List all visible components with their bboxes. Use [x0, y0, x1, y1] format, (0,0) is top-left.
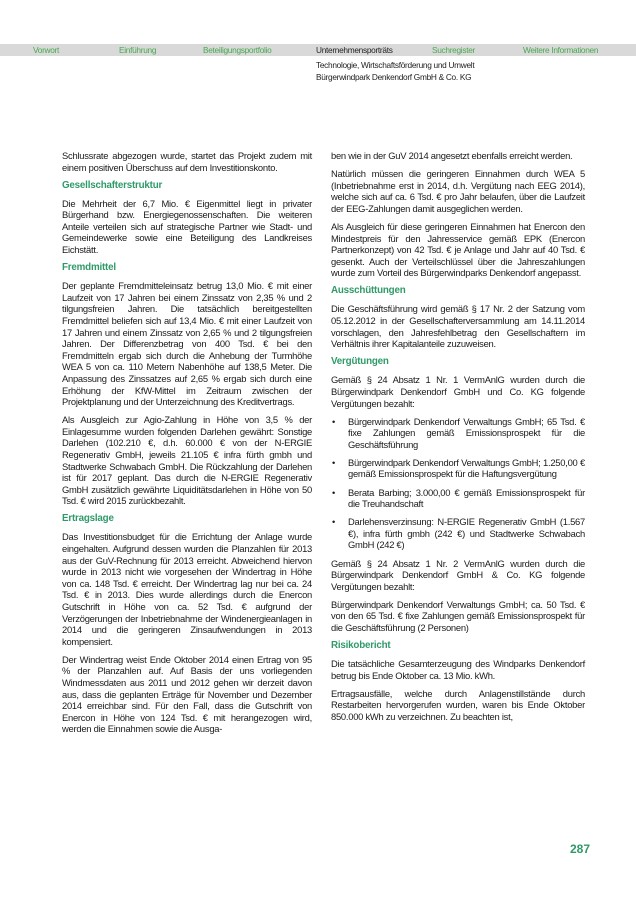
- right-column: [331, 150, 585, 729]
- nav-vorwort[interactable]: Vorwort: [33, 45, 60, 55]
- breadcrumb-company: Bürgerwindpark Denkendorf GmbH & Co. KG: [316, 72, 472, 82]
- page-number: 287: [570, 842, 591, 856]
- section-heading-gesellschafterstruktur: Gesellschafterstruktur: [62, 179, 163, 191]
- bullet-icon: •: [332, 486, 336, 498]
- section-heading-ertragslage: Ertragslage: [62, 513, 114, 525]
- paragraph: Die Geschäftsführung wird gemäß § 17 Nr. 2 der Satzung vom 05.12.2012 in der Gesellschafterversammlung am 14.11.2014 vorschlagen, den Jahresfehlbetrag den Gesellschaftern im Verhältnis ihrer Kapitalanteile zuzuweisen.: [331, 303, 585, 350]
- paragraph: Gemäß § 24 Absatz 1 Nr. 2 VermAnlG wurden durch die Bürgerwindpark Denkendorf GmbH & Co. KG folgende Vergütungen bezahlt:: [331, 557, 585, 592]
- paragraph: Der geplante Fremdmitteleinsatz betrug 13,0 Mio. € mit einer Laufzeit von 17 Jahren bei einem Zinssatz von 2,35 % und 2 tilgungsfreien Jahren. Die tatsächlich bereitgestellten Fremdmittel beliefen sich auf 13,4 Mio. € mit einer Laufzeit von 17 Jahren und einem Zinssatz von 2,65 % und 2 tilgungsfreien Jahren. Der Differenzbetrag von 400 Tsd. € bei den Fremdmitteln ergab sich durch die Anhebung der Turmhöhe WEA 5 von ca. 110 Metern Nabenhöhe auf 138,5 Meter. Die Anpassung des Zinssatzes auf 2,65 % ergab sich durch eine Erhöhung der KfW-Mittel im Zeitraum zwischen der Projektplanung und der Unterzeichnung des Kreditvertrags.: [62, 280, 312, 408]
- nav-beteiligungsportfolio[interactable]: Beteiligungsportfolio: [203, 45, 272, 55]
- paragraph: Bürgerwindpark Denkendorf Verwaltungs GmbH; ca. 50 Tsd. € von den 65 Tsd. € fixe Zahlungen gemäß Emissionsprospekt für die Geschäftsführung (2 Personen): [331, 598, 585, 633]
- list-item: [331, 416, 585, 451]
- paragraph: Das Investitionsbudget für die Errichtung der Anlage wurde eingehalten. Aufgrund dessen wurden die Planzahlen für 2013 aus der GuV-Rechnung für 2013 erreicht. Abweichend hiervon wurde in 2013 nicht wie vorgesehen der Windertrag in Höhe von ca. 148 Tsd. € erreicht. Der Windertrag lag nur bei ca. 24 Tsd. € in 2013. Dies wurde allerdings durch die Enercon Gutschrift in Höhe von ca. 52 Tsd. € aufgrund der Verzögerungen der Inbetriebnahme der Windenergieanlagen in 2014 und die geringeren Zinsaufwendungen in 2013 kompensiert.: [62, 531, 312, 647]
- bullet-icon: •: [332, 516, 336, 528]
- list-item-text: Bürgerwindpark Denkendorf Verwaltungs GmbH; 1.250,00 € gemäß Emissionsprospekt für die Haftungsvergütung: [348, 456, 585, 480]
- list-item: [331, 457, 585, 480]
- verguetungen-list: [331, 416, 585, 551]
- paragraph: Der Windertrag weist Ende Oktober 2014 einen Ertrag von 95 % der Planzahlen auf. Auf Basis der uns vorliegenden Windmessdaten aus 2011 und 2012 gehen wir derzeit davon aus, dass die geplanten Erträge für November und Dezember 2014 erreichbar sind. Für den Fall, dass die Gutschrift von Enercon in Höhe von 124 Tsd. € mit herangezogen wird, werden die Einnahmen sowie die Ausga-: [62, 653, 312, 735]
- top-navigation: [0, 44, 636, 56]
- left-column: [62, 150, 312, 742]
- paragraph: Natürlich müssen die geringeren Einnahmen durch WEA 5 (Inbetriebnahme erst in 2014, d.h. Vergütung nach EEG 2014), welche sich auf ca. 6 Tsd. € pro Jahr belaufen, über die Laufzeit der EEG-Zahlungen damit ausgeglichen werden.: [331, 168, 585, 214]
- list-item-text: Bürgerwindpark Denkendorf Verwaltungs GmbH; 65 Tsd. € fixe Zahlungen gemäß Emissionsprospekt für die Geschäftsführung: [348, 415, 585, 450]
- bullet-icon: •: [332, 456, 336, 468]
- nav-unternehmensportraets[interactable]: Unternehmensporträts: [316, 45, 393, 55]
- list-item: [331, 487, 585, 510]
- paragraph: Gemäß § 24 Absatz 1 Nr. 1 VermAnlG wurden durch die Bürgerwindpark Denkendorf GmbH und Co. KG folgende Vergütungen bezahlt:: [331, 374, 585, 409]
- section-heading-risikobericht: Risikobericht: [331, 640, 391, 652]
- list-item-text: Darlehensverzinsung: N-ERGIE Regenerativ GmbH (1.567 €), infra fürth gmbh (242 €) und Stadtwerke Schwabach GmbH (242 €): [348, 516, 585, 551]
- section-heading-verguetungen: Vergütungen: [331, 356, 389, 368]
- section-heading-ausschuettungen: Ausschüttungen: [331, 285, 406, 297]
- breadcrumb-category: Technologie, Wirtschaftsförderung und Umwelt: [316, 60, 475, 70]
- section-heading-fremdmittel: Fremdmittel: [62, 262, 116, 274]
- list-item: [331, 516, 585, 551]
- paragraph: Ertragsausfälle, welche durch Anlagenstillstände durch Restarbeiten hervorgerufen wurden, waren bis Ende Oktober 850.000 kWh zu verzeichnen. Zu beachten ist,: [331, 687, 585, 722]
- paragraph: ben wie in der GuV 2014 angesetzt ebenfalls erreicht werden.: [331, 150, 573, 161]
- list-item-text: Berata Barbing; 3.000,00 € gemäß Emissionsprospekt für die Treuhandschaft: [348, 486, 585, 510]
- paragraph: Die Mehrheit der 6,7 Mio. € Eigenmittel liegt in privater Bürgerhand bzw. Energiegenossenschaften. Die weiteren Anteile verteilen sich auf strategische Partner wie Stadt- und Gemeindewerke sowie eine Beteiligung des Landkreises Eichstätt.: [62, 197, 312, 256]
- nav-weitere-informationen[interactable]: Weitere Informationen: [523, 45, 599, 55]
- paragraph: Schlussrate abgezogen wurde, startet das Projekt zudem mit einem positiven Überschuss auf dem Investitionskonto.: [62, 150, 312, 173]
- nav-einfuehrung[interactable]: Einführung: [119, 45, 157, 55]
- bullet-icon: •: [332, 415, 336, 427]
- paragraph: Als Ausgleich zur Agio-Zahlung in Höhe von 3,5 % der Einlagesumme wurden folgenden Darlehen gewährt: Sonstige Darlehen (102.210 €, d.h. 60.000 € von der N-ERGIE Regenerativ GmbH, jeweils 21.105 € infra fürth gmbh und Stadtwerke Schwabach GmbH. Die Rückzahlung der Darlehen ist für 2017 geplant. Das durch die N-ERGIE Regenerativ GmbH zusätzlich gewährte Liquiditätsdarlehen in Höhe von 50 Tsd. € wird 2015 zurückbezahlt.: [62, 414, 312, 507]
- paragraph: Als Ausgleich für diese geringeren Einnahmen hat Enercon den Mindestpreis für den Jahresservice gemäß EPK (Enercon Partnerkonzept) von 42 Tsd. € je Anlage und Jahr auf 40 Tsd. € gesenkt. Auch der Verteilschlüssel über die Jahreszahlungen wurde zum Vorteil des Bürgerwindparks Denkendorf angepasst.: [331, 220, 585, 279]
- paragraph: Die tatsächliche Gesamterzeugung des Windparks Denkendorf betrug bis Ende Oktober ca. 13 Mio. kWh.: [331, 658, 585, 681]
- nav-suchregister[interactable]: Suchregister: [432, 45, 475, 55]
